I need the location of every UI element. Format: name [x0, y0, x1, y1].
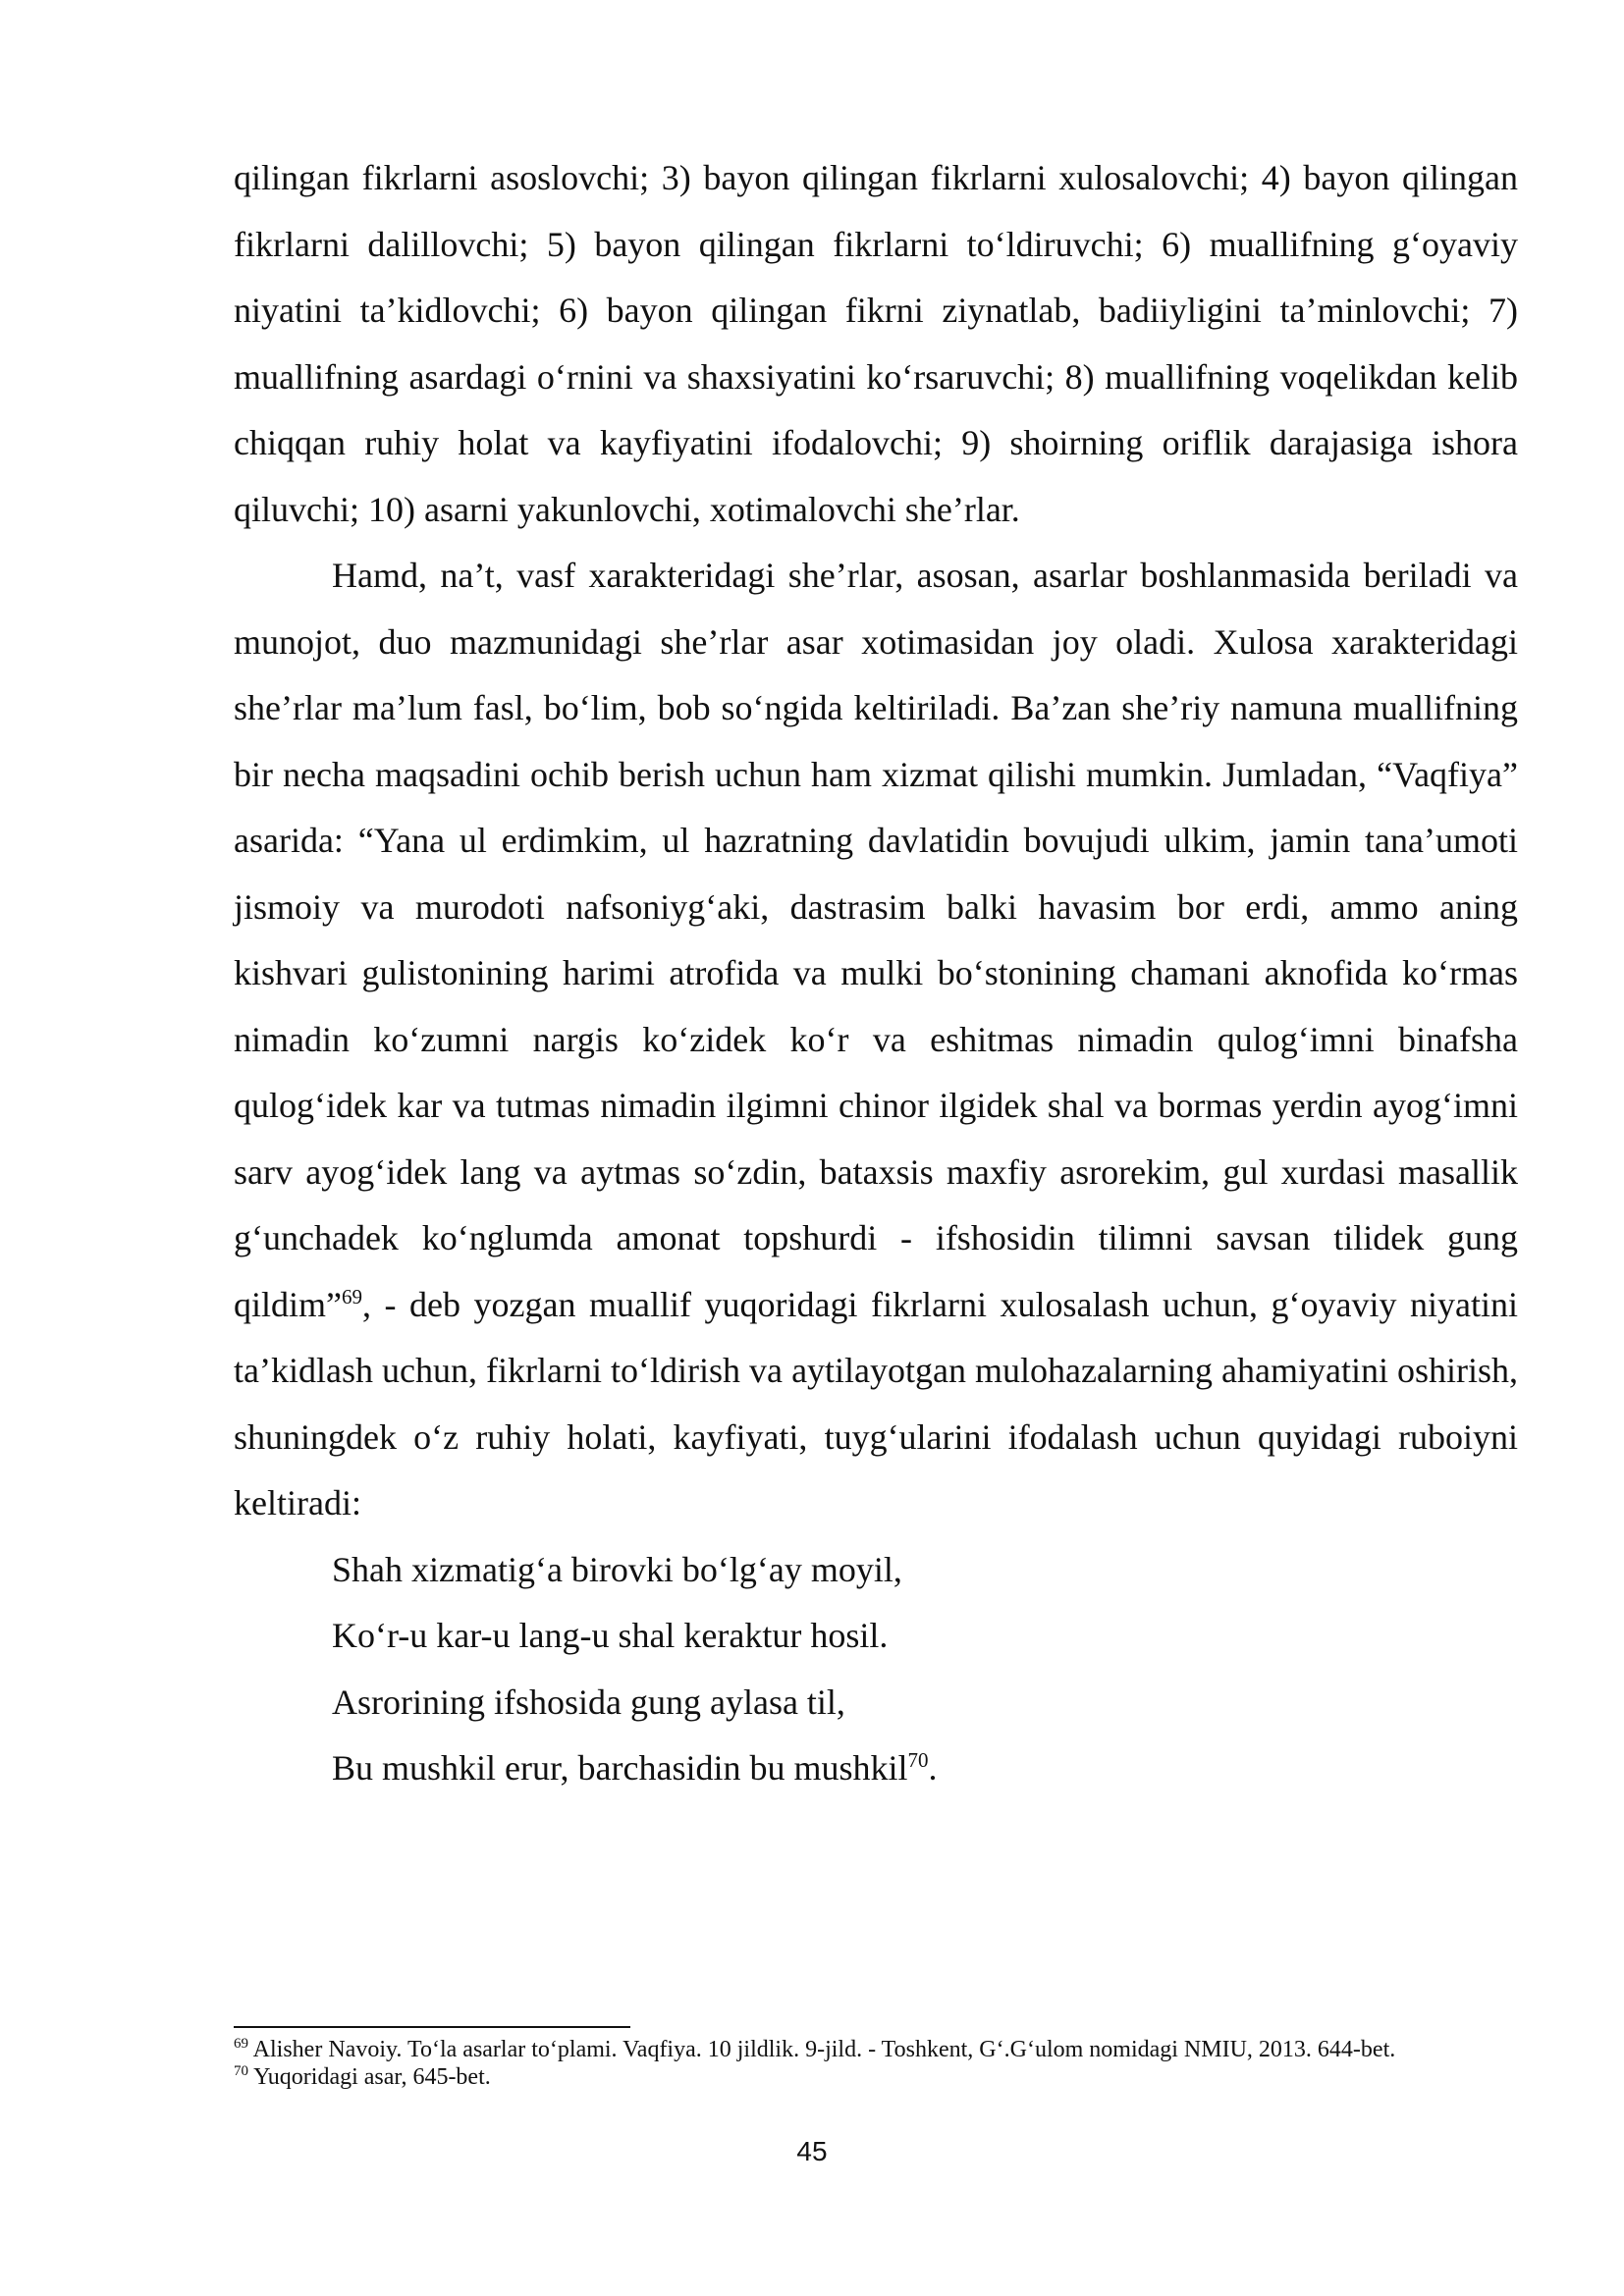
- footnote-69: [234, 2036, 1518, 2063]
- footnote-reference-70[interactable]: 70: [907, 1748, 929, 1772]
- page-number: 45: [796, 2136, 828, 2166]
- paragraph-2: [234, 543, 1518, 1537]
- footnote-70-text: Yuqoridagi asar, 645-bet.: [248, 2064, 491, 2090]
- verse-line-3: Asrorining ifshosida gung aylasa til,: [332, 1682, 845, 1722]
- ruboiy-verse: [234, 1537, 1518, 1802]
- paragraph-2-continuation: , - deb yozgan muallif yuqoridagi fikrlarni xulosalash uchun, g‘oyaviy niyatini ta’kidlash uchun, fikrlarni to‘ldirish va aytilayotgan mulohazalarning ahamiyatini oshirish, shuningdek o‘z ruhiy holati, kayfiyati, tuyg‘ularini ifodalash uchun quyidagi ruboiyni keltiradi:: [234, 1284, 1518, 1522]
- verse-line-2: Ko‘r-u kar-u lang-u shal keraktur hosil.: [332, 1616, 889, 1655]
- paragraph-1: qilingan fikrlarni asoslovchi; 3) bayon qilingan fikrlarni xulosalovchi; 4) bayon qilingan fikrlarni dalillovchi; 5) bayon qilingan fikrlarni to‘ldiruvchi; 6) muallifning g‘oyaviy niyatini ta’kidlovchi; 6) bayon qilingan fikrni ziynatlab, badiiyligini ta’minlovchi; 7) muallifning asardagi o‘rnini va shaxsiyatini ko‘rsaruvchi; 8) muallifning voqelikdan kelib chiqqan ruhiy holat va kayfiyatini ifodalovchi; 9) shoirning oriflik darajasiga ishora qiluvchi; 10) asarni yakunlovchi, xotimalovchi she’rlar.: [234, 158, 1518, 529]
- document-page: [234, 145, 1518, 1802]
- paragraph-2-text: Hamd, na’t, vasf xarakteridagi she’rlar, asosan, asarlar boshlanmasida beriladi va munojot, duo mazmunidagi she’rlar asar xotimasidan joy oladi. Xulosa xarakteridagi she’rlar ma’lum fasl, bo‘lim, bob so‘ngida keltiriladi. Ba’zan she’riy namuna muallifning bir necha maqsadini ochib berish uchun ham xizmat qilishi mumkin. Jumladan, “Vaqfiya” asarida: “Yana ul erdimkim, ul hazratning davlatidin bovujudi ulkim, jamin tana’umoti jismoiy va murodoti nafsoniyg‘aki, dastrasim balki havasim bor erdi, ammo aning kishvari gulistonining harimi atrofida va mulki bo‘stonining chamani aknofida ko‘rmas nimadin ko‘zumni nargis ko‘zidek ko‘r va eshitmas nimadin qulog‘imni binafsha qulog‘idek kar va tutmas nimadin ilgimni chinor ilgidek shal va bormas yerdin ayog‘imni sarv ayog‘idek lang va aytmas so‘zdin, bataxsis maxfiy asrorekim, gul xurdasi masallik g‘unchadek ko‘nglumda amonat topshurdi - ifshosidin tilimni savsan tilidek gung qildim”: [234, 556, 1518, 1324]
- footnote-number-70: 70: [234, 2063, 248, 2079]
- footnote-69-text: Alisher Navoiy. To‘la asarlar to‘plami. Vaqfiya. 10 jildlik. 9-jild. - Toshkent, G‘.G‘ulom nomidagi NMIU, 2013. 644-bet.: [248, 2037, 1396, 2062]
- footnotes-section: [234, 2026, 1518, 2091]
- footnote-reference-69[interactable]: 69: [342, 1284, 362, 1308]
- verse-line-1: Shah xizmatig‘a birovki bo‘lg‘ay moyil,: [332, 1549, 902, 1589]
- verse-line-4-text: Bu mushkil erur, barchasidin bu mushkil: [332, 1748, 908, 1788]
- footnote-70: [234, 2063, 1518, 2091]
- footnote-number-69: 69: [234, 2036, 248, 2052]
- footnote-separator: [234, 2026, 630, 2028]
- verse-line-4-period: .: [928, 1748, 938, 1788]
- verse-line-4: [332, 1735, 1518, 1802]
- main-text: [234, 145, 1518, 1802]
